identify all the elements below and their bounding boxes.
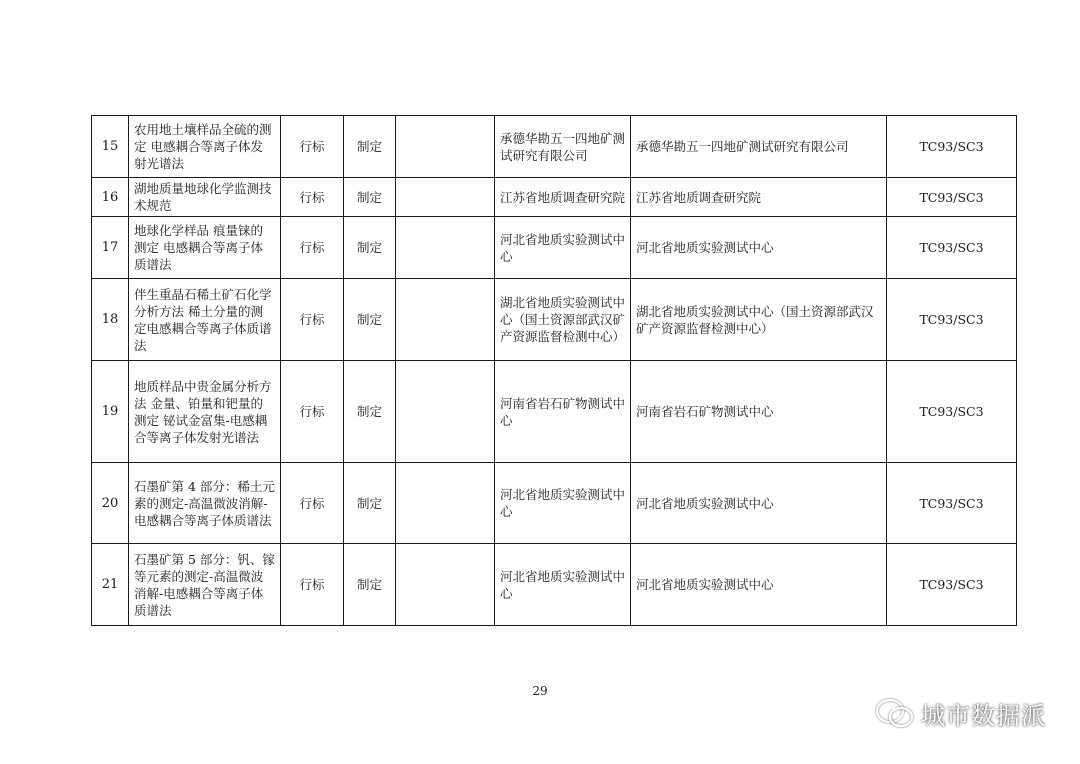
empty-cell <box>396 178 495 217</box>
revision-kind: 制定 <box>344 217 396 279</box>
standard-name: 石墨矿第 4 部分：稀土元素的测定-高温微波消解-电感耦合等离子体质谱法 <box>129 463 281 544</box>
technical-committee: TC93/SC3 <box>887 217 1017 279</box>
watermark-text: 城市数据派 <box>921 702 1046 730</box>
revision-kind: 制定 <box>344 116 396 178</box>
standard-type: 行标 <box>281 178 344 217</box>
technical-committee: TC93/SC3 <box>887 463 1017 544</box>
technical-committee: TC93/SC3 <box>887 361 1017 463</box>
participating-organization: 河北省地质实验测试中心 <box>631 544 887 626</box>
standard-name: 农用地土壤样品全硫的测定 电感耦合等离子体发射光谱法 <box>129 116 281 178</box>
standard-type: 行标 <box>281 217 344 279</box>
table-row <box>92 116 1017 178</box>
standard-name: 地质样品中贵金属分析方法 金量、铂量和钯量的测定 铋试金富集-电感耦合等离子体发射光谱法 <box>129 361 281 463</box>
standard-type: 行标 <box>281 463 344 544</box>
empty-cell <box>396 544 495 626</box>
technical-committee: TC93/SC3 <box>887 178 1017 217</box>
table-row <box>92 178 1017 217</box>
row-number: 18 <box>92 279 129 361</box>
revision-kind: 制定 <box>344 463 396 544</box>
revision-kind: 制定 <box>344 178 396 217</box>
table-row <box>92 279 1017 361</box>
standard-name: 湖地质量地球化学监测技术规范 <box>129 178 281 217</box>
participating-organization: 河南省岩石矿物测试中心 <box>631 361 887 463</box>
lead-organization: 河北省地质实验测试中心 <box>495 463 631 544</box>
revision-kind: 制定 <box>344 544 396 626</box>
table-row <box>92 217 1017 279</box>
technical-committee: TC93/SC3 <box>887 116 1017 178</box>
standard-name: 石墨矿第 5 部分：钒、镓等元素的测定-高温微波消解-电感耦合等离子体质谱法 <box>129 544 281 626</box>
participating-organization: 河北省地质实验测试中心 <box>631 217 887 279</box>
row-number: 21 <box>92 544 129 626</box>
standard-name: 伴生重晶石稀土矿石化学分析方法 稀土分量的测定电感耦合等离子体质谱法 <box>129 279 281 361</box>
standard-name: 地球化学样品 痕量铼的测定 电感耦合等离子体质谱法 <box>129 217 281 279</box>
row-number: 15 <box>92 116 129 178</box>
empty-cell <box>396 463 495 544</box>
standard-type: 行标 <box>281 361 344 463</box>
standard-type: 行标 <box>281 279 344 361</box>
participating-organization: 湖北省地质实验测试中心（国土资源部武汉矿产资源监督检测中心） <box>631 279 887 361</box>
standard-type: 行标 <box>281 116 344 178</box>
lead-organization: 河北省地质实验测试中心 <box>495 544 631 626</box>
table-row <box>92 463 1017 544</box>
table-row <box>92 544 1017 626</box>
participating-organization: 承德华勘五一四地矿测试研究有限公司 <box>631 116 887 178</box>
participating-organization: 江苏省地质调查研究院 <box>631 178 887 217</box>
lead-organization: 河北省地质实验测试中心 <box>495 217 631 279</box>
row-number: 20 <box>92 463 129 544</box>
page-number: 29 <box>532 684 548 698</box>
lead-organization: 江苏省地质调查研究院 <box>495 178 631 217</box>
lead-organization: 承德华勘五一四地矿测试研究有限公司 <box>495 116 631 178</box>
table-row <box>92 361 1017 463</box>
standards-table <box>91 115 1017 626</box>
revision-kind: 制定 <box>344 361 396 463</box>
row-number: 17 <box>92 217 129 279</box>
row-number: 16 <box>92 178 129 217</box>
technical-committee: TC93/SC3 <box>887 279 1017 361</box>
revision-kind: 制定 <box>344 279 396 361</box>
empty-cell <box>396 116 495 178</box>
lead-organization: 河南省岩石矿物测试中心 <box>495 361 631 463</box>
row-number: 19 <box>92 361 129 463</box>
empty-cell <box>396 361 495 463</box>
participating-organization: 河北省地质实验测试中心 <box>631 463 887 544</box>
technical-committee: TC93/SC3 <box>887 544 1017 626</box>
wechat-icon <box>875 697 915 731</box>
empty-cell <box>396 279 495 361</box>
lead-organization: 湖北省地质实验测试中心（国土资源部武汉矿产资源监督检测中心） <box>495 279 631 361</box>
empty-cell <box>396 217 495 279</box>
standard-type: 行标 <box>281 544 344 626</box>
watermark <box>875 696 1046 731</box>
